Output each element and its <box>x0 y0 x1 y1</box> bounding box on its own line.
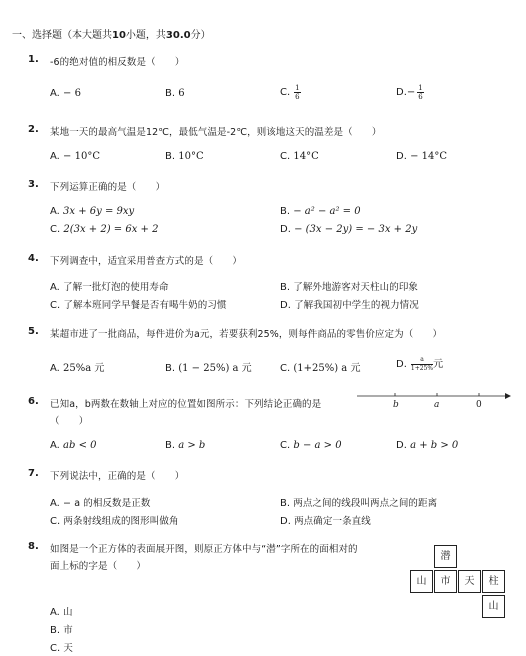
option-d: D. − (3x − 2y) = − 3x + 2y <box>280 224 418 235</box>
question-number: 7. <box>28 468 39 479</box>
option-c: C. 2(3x + 2) = 6x + 2 <box>50 224 159 235</box>
question-number: 5. <box>28 326 39 337</box>
question-number: 2. <box>28 124 39 135</box>
option-c: C. b − a > 0 <box>280 440 342 451</box>
net-cell-tian: 天 <box>458 570 481 593</box>
section-count: 10 <box>112 30 126 41</box>
question-number: 8. <box>28 541 39 552</box>
section-score: 30.0 <box>165 30 191 41</box>
section-suffix: 分） <box>190 30 211 41</box>
option-d: D. a + b > 0 <box>396 440 459 451</box>
question-text: 已知a，b两数在数轴上对应的位置如图所示：下列结论正确的是 <box>50 399 322 410</box>
net-cell-qian: 潜 <box>434 545 457 568</box>
fraction: $\frac{a}{1+25\%}$ <box>410 356 434 372</box>
question-text: 下列运算正确的是（ ） <box>50 182 166 193</box>
option-d: D. − 14°C <box>396 151 448 162</box>
option-b: B. (1 − 25%) a 元 <box>165 363 252 374</box>
option-a: A. 山 <box>50 607 73 618</box>
option-a: A. ab < 0 <box>50 440 97 451</box>
section-header <box>12 26 211 41</box>
option-a: A. 了解一批灯泡的使用寿命 <box>50 282 169 293</box>
option-c: C. 了解本班同学早餐是否有喝牛奶的习惯 <box>50 300 227 311</box>
label-b: b <box>393 400 399 410</box>
option-b: B. a > b <box>165 440 206 451</box>
question-text-line2: 面上标的字是（ ） <box>50 561 147 572</box>
option-a: A. − 6 <box>50 88 81 99</box>
option-d: D. 了解我国初中学生的视力情况 <box>280 300 419 311</box>
label-zero: 0 <box>476 400 482 410</box>
option-b: B. 了解外地游客对天柱山的印象 <box>280 282 419 293</box>
question-text: -6的绝对值的相反数是（ ） <box>50 57 185 68</box>
question-number: 1. <box>28 54 39 65</box>
option-d: D.− $\frac{1}{6}$ <box>396 84 423 101</box>
question-text: 下列调查中，适宜采用普查方式的是（ ） <box>50 256 243 267</box>
option-c: C. 两条射线组成的图形叫做角 <box>50 516 179 527</box>
fraction: $\frac{1}{6}$ <box>295 84 300 101</box>
net-cell-zhu: 柱 <box>482 570 505 593</box>
question-text-line2: （ ） <box>50 416 89 427</box>
net-cell-shan-2: 山 <box>482 595 505 618</box>
option-b: B. − a² − a² = 0 <box>280 206 361 217</box>
label-a: a <box>434 400 440 410</box>
arrow-right-icon <box>505 393 511 399</box>
question-number: 6. <box>28 396 39 407</box>
question-text: 某地一天的最高气温是12℃，最低气温是-2℃，则该地这天的温差是（ ） <box>50 127 382 138</box>
option-d: D. 两点确定一条直线 <box>280 516 371 527</box>
option-a: A. 25%a 元 <box>50 363 105 374</box>
option-a: A. 3x + 6y = 9xy <box>50 206 135 217</box>
question-number: 4. <box>28 253 39 264</box>
option-b: B. 10°C <box>165 151 204 162</box>
question-text: 如图是一个正方体的表面展开图，则原正方体中与“潜”字所在的面相对的 <box>50 544 358 555</box>
option-c: C. 14°C <box>280 151 319 162</box>
option-a: A. − a 的相反数是正数 <box>50 498 151 509</box>
option-d: D. $\frac{a}{1+25\%}$ 元 <box>396 356 444 372</box>
option-c: C. $\frac{1}{6}$ <box>280 84 300 101</box>
question-text: 下列说法中，正确的是（ ） <box>50 471 185 482</box>
option-a: A. − 10°C <box>50 151 100 162</box>
net-cell-shan: 山 <box>410 570 433 593</box>
section-prefix: 一、选择题（本大题共 <box>12 30 112 41</box>
option-b: B. 两点之间的线段叫两点之间的距离 <box>280 498 438 509</box>
section-mid: 小题，共 <box>125 30 166 41</box>
fraction: $\frac{1}{6}$ <box>418 84 423 101</box>
option-b: B. 6 <box>165 88 185 99</box>
number-line <box>355 384 515 410</box>
option-c: C. 天 <box>50 643 73 654</box>
net-cell-shi: 市 <box>434 570 457 593</box>
option-b: B. 市 <box>50 625 73 636</box>
question-text: 某超市进了一批商品，每件进价为a元，若要获利25%，则每件商品的零售价应定为（ ） <box>50 329 443 340</box>
option-c: C. (1+25%) a 元 <box>280 363 361 374</box>
question-number: 3. <box>28 179 39 190</box>
